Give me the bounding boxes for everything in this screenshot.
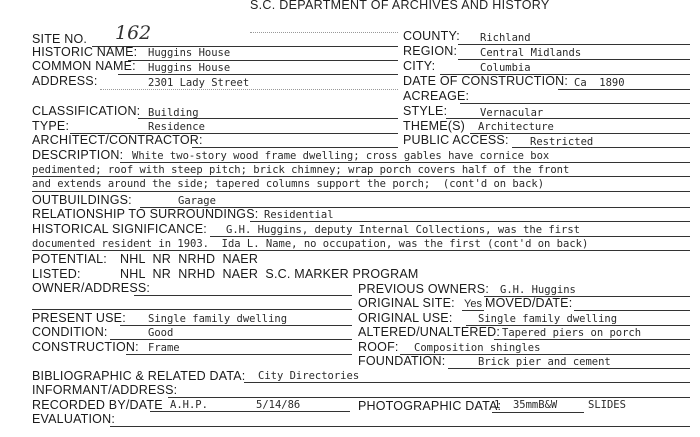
outbuildings-label: OUTBUILDINGS: — [32, 193, 132, 207]
city-value: Columbia — [480, 62, 531, 74]
condition-label: CONDITION: — [32, 325, 108, 339]
address-dots — [100, 89, 398, 90]
acreage-label: ACREAGE: — [403, 89, 470, 103]
photographic-label: PHOTOGRAPHIC DATA: — [358, 399, 502, 413]
form-title: S.C. DEPARTMENT OF ARCHIVES AND HISTORY — [250, 0, 550, 12]
informant-label: INFORMANT/ADDRESS: — [32, 383, 178, 397]
description-line-3: and extends around the side; tapered columns support the porch; (cont'd on back) — [32, 178, 545, 190]
county-line — [458, 44, 690, 45]
present-use-line — [120, 325, 352, 326]
address-value: 2301 Lady Street — [148, 77, 250, 89]
region-line — [458, 59, 690, 60]
date-of-construction-value: Ca 1890 — [574, 77, 625, 89]
public-access-label: PUBLIC ACCESS: — [403, 133, 509, 147]
original-site-label: ORIGINAL SITE: — [358, 296, 455, 310]
county-value: Richland — [480, 32, 531, 44]
bibliographic-value: City Directories — [258, 370, 360, 382]
foundation-line — [448, 368, 690, 369]
foundation-label: FOUNDATION: — [358, 354, 446, 368]
foundation-value: Brick pier and cement — [478, 356, 611, 368]
recorded-line — [150, 411, 350, 412]
photographic-value: 1 35mmB&W — [494, 399, 558, 411]
bibliographic-line — [244, 382, 690, 383]
recorded-by-value: A.H.P. — [170, 399, 208, 411]
theme-label: THEME(S) — [403, 119, 466, 133]
historic-name-label: HISTORIC NAME: — [32, 45, 138, 59]
description-line-2-rule — [32, 176, 690, 177]
type-label: TYPE: — [32, 119, 70, 133]
architect-line — [192, 147, 398, 148]
site-no-dots — [250, 32, 398, 33]
construction-value: Frame — [148, 342, 180, 354]
significance-line-1: G.H. Huggins, deputy Internal Collections, was the first — [226, 224, 581, 236]
original-use-value: Single family dwelling — [478, 313, 618, 325]
potential-options: NHL NR NRHD NAER — [120, 252, 259, 266]
relationship-value: Residential — [264, 209, 334, 221]
acreage-line — [460, 103, 690, 104]
common-name-label: COMMON NAME: — [32, 59, 136, 73]
roof-label: ROOF: — [358, 340, 399, 354]
recorded-date-value: 5/14/86 — [256, 399, 301, 411]
slides-label: SLIDES — [588, 399, 626, 411]
altered-label: ALTERED/UNALTERED: — [358, 325, 501, 339]
evaluation-label: EVALUATION: — [32, 412, 116, 426]
informant-line — [168, 397, 690, 398]
potential-label: POTENTIAL: — [32, 252, 107, 266]
photographic-line — [492, 412, 584, 413]
public-access-line — [512, 147, 690, 148]
type-value: Residence — [148, 121, 205, 133]
description-line-3-rule — [32, 191, 690, 192]
style-value: Vernacular — [480, 107, 544, 119]
county-label: COUNTY: — [403, 29, 460, 43]
style-line — [446, 118, 690, 119]
significance-line-1-rule — [210, 236, 690, 237]
listed-label: LISTED: — [32, 267, 81, 281]
present-use-value: Single family dwelling — [148, 313, 288, 325]
significance-line-2: documented resident in 1903. Ida L. Name, no occupation, was the first (cont'd on back) — [32, 238, 589, 250]
description-label: DESCRIPTION: — [32, 148, 124, 162]
construction-line — [126, 354, 352, 355]
condition-line — [110, 339, 352, 340]
owner-line-2 — [32, 309, 352, 310]
previous-owners-label: PREVIOUS OWNERS: — [358, 282, 489, 296]
evaluation-line — [110, 426, 690, 427]
bibliographic-label: BIBLIOGRAPHIC & RELATED DATA: — [32, 369, 246, 383]
date-of-construction-label: DATE OF CONSTRUCTION: — [403, 74, 569, 88]
original-site-line — [462, 310, 484, 311]
relationship-line — [250, 221, 690, 222]
public-access-value: Restricted — [530, 136, 594, 148]
site-no-value: 162 — [115, 22, 152, 44]
present-use-label: PRESENT USE: — [32, 311, 126, 325]
common-name-line — [118, 74, 398, 75]
classification-value: Building — [148, 107, 199, 119]
historic-name-line — [128, 60, 398, 61]
moved-date-line — [574, 310, 690, 311]
site-no-label: SITE NO. — [32, 32, 88, 46]
altered-line — [494, 339, 690, 340]
common-name-value: Huggins House — [148, 62, 231, 74]
theme-value: Architecture — [478, 121, 554, 133]
listed-options: NHL NR NRHD NAER S.C. MARKER PROGRAM — [120, 267, 419, 281]
construction-label: CONSTRUCTION: — [32, 340, 139, 354]
description-line-1: White two-story wood frame dwelling; cross gables have cornice box — [132, 150, 550, 162]
significance-label: HISTORICAL SIGNIFICANCE: — [32, 222, 207, 236]
recorded-label: RECORDED BY/DATE — [32, 398, 163, 412]
outbuildings-value: Garage — [178, 195, 216, 207]
relationship-label: RELATIONSHIP TO SURROUNDINGS: — [32, 207, 259, 221]
original-use-label: ORIGINAL USE: — [358, 311, 453, 325]
city-label: CITY: — [403, 59, 436, 73]
region-value: Central Midlands — [480, 47, 582, 59]
moved-date-label: MOVED/DATE: — [485, 296, 573, 310]
previous-owners-value: G.H. Huggins — [500, 284, 576, 296]
original-site-value: Yes — [464, 298, 482, 310]
date-of-construction-line — [558, 89, 690, 90]
description-line-2: pedimented; roof with steep pitch; brick chimney; wrap porch covers half of the front — [32, 164, 570, 176]
site-no-line — [92, 46, 398, 47]
owner-label: OWNER/ADDRESS: — [32, 281, 151, 295]
architect-label: ARCHITECT/CONTRACTOR: — [32, 133, 203, 147]
historic-name-value: Huggins House — [148, 47, 231, 59]
owner-line — [134, 295, 352, 296]
classification-label: CLASSIFICATION: — [32, 104, 141, 118]
roof-value: Composition shingles — [414, 342, 541, 354]
classification-line — [138, 118, 398, 119]
address-label: ADDRESS: — [32, 74, 98, 88]
condition-value: Good — [148, 327, 174, 339]
style-label: STYLE: — [403, 104, 448, 118]
altered-value: Tapered piers on porch — [502, 327, 642, 339]
region-label: REGION: — [403, 44, 458, 58]
description-line-1-rule — [120, 162, 690, 163]
significance-line-2-rule — [32, 250, 690, 251]
